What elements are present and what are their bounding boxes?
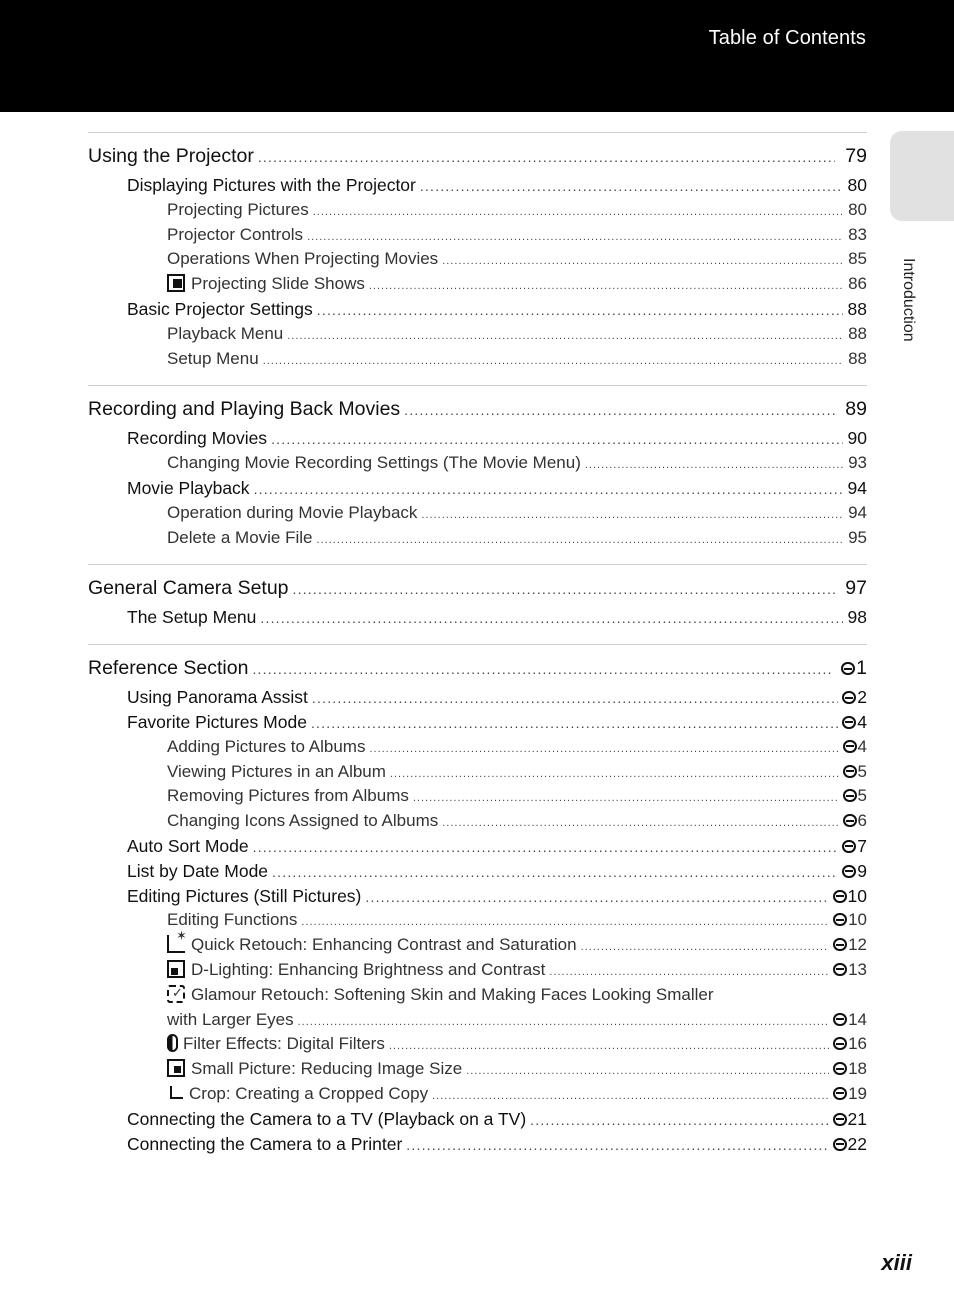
reference-section-icon [842, 840, 856, 853]
toc-entry[interactable] [88, 501, 867, 526]
dot-leader [390, 762, 839, 787]
toc-entry[interactable] [88, 1032, 867, 1057]
entry-page [833, 884, 867, 909]
entry-page [847, 198, 867, 223]
entry-title-text: Crop: Creating a Cropped Copy [189, 1083, 429, 1103]
entry-title [127, 884, 361, 909]
dot-leader [365, 885, 828, 910]
dot-leader [466, 1059, 829, 1084]
reference-section-icon [833, 1113, 847, 1126]
entry-page [841, 655, 867, 681]
entry-title-text: Delete a Movie File [167, 527, 313, 547]
d-lighting-icon [167, 960, 185, 978]
entry-title-text: Operations When Projecting Movies [167, 249, 439, 269]
toc-entry[interactable] [88, 1107, 867, 1132]
entry-page [843, 784, 867, 809]
entry-title [127, 834, 249, 859]
dot-leader [317, 528, 843, 553]
toc-entry[interactable] [88, 859, 867, 884]
entry-page-number: 83 [848, 224, 867, 244]
entry-title-text: Projecting Pictures [167, 199, 309, 219]
entry-title-text: Connecting the Camera to a TV (Playback on a TV) [127, 1108, 527, 1129]
dot-leader [404, 397, 835, 423]
toc-entry[interactable] [88, 809, 867, 834]
entry-title [88, 143, 254, 169]
table-of-contents [88, 132, 867, 1170]
entry-title [167, 735, 365, 760]
toc-entry[interactable] [88, 834, 867, 859]
entry-page-number: 12 [848, 935, 867, 955]
entry-page-number: 94 [848, 502, 867, 522]
dot-leader [252, 656, 831, 682]
header-title: Table of Contents [708, 27, 866, 49]
entry-title-text: The Setup Menu [127, 607, 257, 628]
entry-page [833, 1057, 867, 1082]
entry-title [127, 1107, 526, 1132]
dot-leader [301, 910, 829, 935]
entry-page-number: 88 [848, 348, 867, 368]
entry-page-number: 93 [848, 453, 867, 473]
entry-page [847, 605, 867, 630]
entry-page [833, 933, 867, 958]
entry-page-number: 10 [847, 885, 867, 906]
slide-show-icon [167, 274, 185, 292]
reference-section-icon [841, 662, 855, 675]
toc-entry[interactable] [88, 1082, 867, 1107]
entry-page-number: 80 [847, 175, 867, 195]
toc-entry[interactable] [88, 983, 867, 1008]
entry-page [847, 223, 867, 248]
toc-section [88, 644, 867, 1156]
toc-entry[interactable] [88, 784, 867, 809]
entry-title [167, 1032, 385, 1057]
entry-title [127, 859, 268, 884]
dot-leader [369, 274, 843, 299]
dot-leader [287, 324, 843, 349]
entry-title-text: Using the Projector [88, 145, 254, 167]
toc-entry[interactable] [88, 297, 867, 322]
entry-page [845, 575, 867, 601]
dot-leader [530, 1108, 828, 1133]
crop-icon [167, 1086, 183, 1102]
reference-section-icon [843, 765, 857, 778]
entry-title [167, 223, 303, 248]
entry-title [127, 685, 308, 710]
reference-section-icon [843, 789, 857, 802]
entry-page-number: 85 [848, 249, 867, 269]
toc-section [88, 132, 867, 371]
toc-entry[interactable] [88, 426, 867, 451]
toc-entry[interactable] [88, 933, 867, 958]
entry-page [847, 501, 867, 526]
dot-leader [298, 1010, 829, 1035]
page-number: xiii [881, 1250, 912, 1275]
entry-page-number: 5 [857, 761, 867, 781]
dot-leader [311, 711, 838, 736]
entry-title-text: Favorite Pictures Mode [127, 711, 307, 732]
entry-title-text: Editing Pictures (Still Pictures) [127, 885, 362, 906]
small-picture-icon [167, 1059, 185, 1077]
entry-page-number: 97 [845, 577, 867, 600]
dot-leader [549, 960, 829, 985]
entry-title-text: Reference Section [88, 657, 249, 680]
entry-title-text: List by Date Mode [127, 860, 269, 881]
entry-page-number: 9 [857, 860, 867, 881]
entry-page [847, 347, 867, 372]
side-tab-label: Introduction [900, 258, 917, 342]
entry-page-number: 89 [845, 398, 867, 421]
reference-section-icon [833, 1138, 847, 1151]
dot-leader [307, 225, 843, 250]
entry-page [833, 1032, 867, 1057]
reference-section-icon [842, 865, 856, 878]
toc-section [88, 564, 867, 630]
toc-entry[interactable] [88, 605, 867, 630]
toc-entry[interactable] [88, 735, 867, 760]
entry-page-number: 18 [848, 1059, 867, 1079]
dot-leader [581, 935, 830, 960]
toc-section [88, 385, 867, 550]
entry-page [843, 809, 867, 834]
dot-leader [312, 686, 838, 711]
entry-page-number: 98 [847, 607, 867, 628]
entry-page [842, 710, 867, 735]
reference-section-icon [833, 1087, 847, 1100]
entry-title-text: Setup Menu [167, 348, 259, 368]
entry-page-number: 10 [848, 910, 867, 930]
entry-title-text: Viewing Pictures in an Album [167, 761, 386, 781]
entry-page [845, 143, 867, 169]
entry-page-number: 21 [847, 1108, 867, 1129]
entry-title-text: Filter Effects: Digital Filters [183, 1034, 385, 1054]
toc-entry[interactable] [88, 272, 867, 297]
entry-page [833, 958, 867, 983]
entry-title-text: Editing Functions [167, 910, 298, 930]
dot-leader [442, 249, 843, 274]
toc-entry[interactable] [88, 884, 867, 909]
entry-title [167, 451, 581, 476]
reference-section-icon [833, 963, 847, 976]
toc-entry[interactable] [88, 710, 867, 735]
entry-page [842, 859, 867, 884]
entry-title [167, 1008, 294, 1033]
dot-leader [313, 200, 843, 225]
entry-title [167, 784, 409, 809]
entry-page [843, 735, 867, 760]
reference-section-icon [843, 740, 857, 753]
dot-leader [253, 835, 839, 860]
toc-entry[interactable] [88, 223, 867, 248]
reference-section-icon [833, 913, 847, 926]
entry-title [167, 933, 577, 958]
dot-leader [585, 453, 843, 478]
entry-page [833, 1107, 867, 1132]
entry-title [127, 476, 250, 501]
entry-title-text: Changing Movie Recording Settings (The Movie Menu) [167, 453, 581, 473]
entry-page [833, 1132, 867, 1157]
dot-leader [271, 427, 843, 452]
entry-page-number: 80 [848, 199, 867, 219]
entry-page-number: 4 [857, 711, 867, 732]
entry-title [167, 760, 386, 785]
dot-leader [413, 786, 839, 811]
reference-section-icon [842, 691, 856, 704]
entry-title-text: Operation during Movie Playback [167, 502, 418, 522]
entry-title-text: D-Lighting: Enhancing Brightness and Contrast [191, 959, 546, 979]
entry-title-text: with Larger Eyes [167, 1009, 294, 1029]
entry-page [847, 322, 867, 347]
entry-title [88, 655, 248, 681]
reference-section-icon [843, 814, 857, 827]
entry-page-number: 6 [857, 811, 867, 831]
entry-page [847, 173, 867, 198]
toc-entry[interactable] [88, 1132, 867, 1157]
entry-title-text: Removing Pictures from Albums [167, 786, 409, 806]
entry-page-number: 5 [857, 786, 867, 806]
entry-page [833, 1082, 867, 1107]
entry-page [847, 451, 867, 476]
entry-page [847, 426, 867, 451]
entry-title-text: Recording and Playing Back Movies [88, 398, 401, 421]
entry-title [167, 809, 438, 834]
entry-title [88, 396, 400, 422]
dot-leader [263, 349, 843, 374]
dot-leader [272, 860, 838, 885]
toc-entry[interactable] [88, 526, 867, 551]
toc-entry[interactable] [88, 247, 867, 272]
entry-page-number: 90 [847, 428, 867, 449]
entry-title [88, 575, 289, 601]
reference-section-icon [833, 1062, 847, 1075]
entry-page-number: 14 [848, 1009, 867, 1029]
entry-page [842, 685, 867, 710]
entry-title-text: Small Picture: Reducing Image Size [191, 1059, 463, 1079]
entry-page [843, 760, 867, 785]
entry-page [847, 297, 867, 322]
toc-entry[interactable] [88, 1057, 867, 1082]
quick-retouch-icon [167, 935, 185, 953]
reference-section-icon [842, 716, 856, 729]
entry-title [167, 247, 438, 272]
entry-title [127, 173, 416, 198]
entry-title [167, 347, 259, 372]
entry-page [845, 396, 867, 422]
entry-title [127, 605, 256, 630]
dot-leader [260, 606, 843, 631]
entry-page [847, 526, 867, 551]
entry-page [847, 272, 867, 297]
entry-page-number: 4 [857, 736, 867, 756]
entry-page-number: 2 [857, 687, 867, 708]
toc-entry[interactable] [88, 1008, 867, 1033]
entry-title-text: Basic Projector Settings [127, 298, 313, 319]
entry-page [847, 247, 867, 272]
entry-title-text: Auto Sort Mode [127, 835, 249, 856]
entry-title [167, 501, 417, 526]
entry-page-number: 16 [848, 1034, 867, 1054]
entry-page-number: 7 [857, 835, 867, 856]
entry-page [842, 834, 867, 859]
entry-page-number: 19 [848, 1083, 867, 1103]
entry-title [167, 322, 283, 347]
entry-page-number: 86 [848, 274, 867, 294]
entry-title-text: Quick Retouch: Enhancing Contrast and Saturation [191, 935, 577, 955]
entry-title-text: Movie Playback [127, 477, 250, 498]
entry-title [127, 297, 313, 322]
filter-effects-icon [167, 1034, 178, 1052]
entry-title-text: Projector Controls [167, 224, 304, 244]
dot-leader [442, 811, 838, 836]
entry-page-number: 88 [848, 323, 867, 343]
toc-entry[interactable] [88, 347, 867, 372]
entry-title [127, 426, 267, 451]
dot-leader [421, 503, 843, 528]
dot-leader [254, 477, 843, 502]
dot-leader [389, 1034, 829, 1059]
entry-page-number: 22 [847, 1133, 867, 1154]
reference-section-icon [833, 938, 847, 951]
toc-entry[interactable] [88, 451, 867, 476]
entry-title-text: Adding Pictures to Albums [167, 736, 366, 756]
entry-page [847, 476, 867, 501]
entry-title [167, 958, 545, 983]
entry-page-number: 95 [848, 527, 867, 547]
entry-title-text: Projecting Slide Shows [191, 274, 365, 294]
toc-entry[interactable] [88, 173, 867, 198]
entry-page-number: 94 [847, 477, 867, 498]
entry-title [167, 1082, 428, 1107]
entry-title-text: Connecting the Camera to a Printer [127, 1133, 403, 1154]
dot-leader [432, 1084, 829, 1109]
reference-section-icon [833, 1037, 847, 1050]
reference-section-icon [833, 1013, 847, 1026]
entry-title [167, 198, 309, 223]
entry-title-text: Using Panorama Assist [127, 687, 308, 708]
entry-page-number: 79 [845, 145, 867, 167]
toc-section-heading[interactable] [88, 575, 867, 601]
reference-section-icon [833, 890, 847, 903]
entry-title-text: General Camera Setup [88, 577, 289, 600]
glamour-retouch-icon [167, 985, 185, 1003]
entry-title-text: Glamour Retouch: Softening Skin and Making Faces Looking Smaller [191, 984, 714, 1004]
toc-entry[interactable] [88, 685, 867, 710]
toc-entry[interactable] [88, 958, 867, 983]
entry-title-text: Playback Menu [167, 323, 284, 343]
toc-section-heading[interactable] [88, 143, 867, 169]
side-tab[interactable] [890, 131, 954, 221]
dot-leader [293, 576, 836, 602]
entry-title-text: Displaying Pictures with the Projector [127, 175, 416, 195]
entry-page [833, 1008, 867, 1033]
header-band [0, 0, 954, 112]
entry-title [127, 710, 307, 735]
entry-title [167, 1057, 462, 1082]
toc-section-heading[interactable] [88, 396, 867, 422]
entry-page-number: 13 [848, 959, 867, 979]
entry-title [127, 1132, 402, 1157]
entry-title [167, 526, 313, 551]
toc-section-heading[interactable] [88, 655, 867, 681]
toc-entry[interactable] [88, 476, 867, 501]
entry-title-text: Recording Movies [127, 428, 268, 449]
dot-leader [420, 174, 843, 199]
toc-entry[interactable] [88, 760, 867, 785]
entry-page [833, 908, 867, 933]
toc-entry[interactable] [88, 908, 867, 933]
dot-leader [406, 1133, 828, 1158]
entry-title [167, 983, 714, 1008]
entry-page-number: 1 [856, 657, 867, 680]
entry-page-number: 88 [847, 298, 867, 319]
entry-title [167, 272, 365, 297]
dot-leader [317, 298, 843, 323]
toc-entry[interactable] [88, 198, 867, 223]
toc-entry[interactable] [88, 322, 867, 347]
dot-leader [369, 737, 838, 762]
dot-leader [258, 144, 835, 170]
entry-title-text: Changing Icons Assigned to Albums [167, 811, 439, 831]
